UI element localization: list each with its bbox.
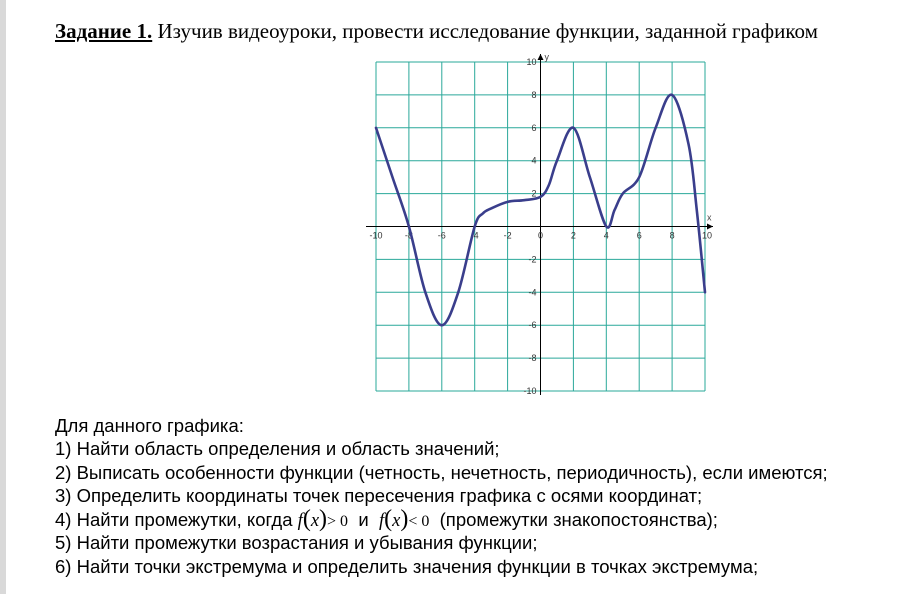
greater-than-zero: > 0 (327, 512, 349, 530)
task-item-6: 6) Найти точки экстремума и определить значения функции в точках экстремума; (55, 555, 759, 577)
x-tick-label: -6 (437, 230, 446, 241)
y-tick-label: 6 (531, 122, 537, 133)
intro-text: Для данного графика: (55, 415, 244, 436)
y-tick-label: 10 (526, 57, 537, 67)
task-item-4-start: 4) Найти промежутки, когда (55, 508, 298, 530)
y-axis-arrow (538, 54, 544, 60)
task-item-5: 5) Найти промежутки возрастания и убывания функции; (55, 532, 538, 554)
y-tick-label: 8 (531, 89, 537, 100)
y-tick-label: -10 (523, 386, 537, 396)
x-tick-label: 6 (636, 230, 642, 241)
x-tick-label: -4 (470, 230, 479, 241)
y-tick-label: -8 (528, 353, 537, 364)
task-item-1: 1) Найти область определения и область значений; (55, 438, 500, 459)
less-than-zero: < 0 (408, 512, 430, 530)
y-tick-label: -4 (528, 287, 537, 298)
x-tick-label: -8 (404, 230, 413, 241)
function-symbol-2: f (378, 510, 385, 531)
x-tick-label: 4 (603, 230, 609, 241)
task-heading (55, 18, 818, 44)
function-graph (360, 52, 720, 402)
argument-symbol: x (310, 510, 320, 531)
task-item-2: 2) Выписать особенности функции (четность, нечетность, периодичность), если имеются; (55, 461, 828, 483)
task-list (55, 437, 828, 579)
task-item-3: 3) Определить координаты точек пересечения графика с осями координат; (55, 485, 703, 507)
y-axis-label: y (544, 52, 549, 62)
x-tick-label: -2 (503, 230, 512, 241)
x-tick-label: -10 (369, 230, 383, 241)
task-label: Задание 1. (55, 19, 153, 43)
x-tick-label: 8 (669, 230, 675, 241)
x-axis-label: x (707, 212, 712, 223)
and-word: и (348, 508, 379, 530)
task-item-4-end: (промежутки знакопостоянства); (429, 508, 718, 530)
page-left-border (0, 0, 6, 594)
argument-symbol-2: x (392, 510, 401, 531)
y-tick-label: 2 (531, 188, 537, 199)
y-tick-label: -2 (528, 254, 537, 265)
x-tick-label: 2 (570, 230, 576, 241)
x-axis-arrow (707, 224, 713, 230)
x-tick-label: 10 (701, 230, 713, 241)
task-heading-text: Изучив видеоуроки, провести исследование функции, заданной графиком (152, 19, 818, 43)
x-tick-label: 0 (537, 230, 544, 241)
function-symbol: f (297, 510, 303, 531)
y-tick-label: 4 (531, 155, 537, 166)
graph-axes (366, 54, 713, 395)
task-item-4: 4) Найти промежутки, когда f(x)> 0 и f(x)< 0 (промежутки знакопостоянства); (55, 505, 718, 532)
y-tick-label: -6 (528, 320, 537, 331)
